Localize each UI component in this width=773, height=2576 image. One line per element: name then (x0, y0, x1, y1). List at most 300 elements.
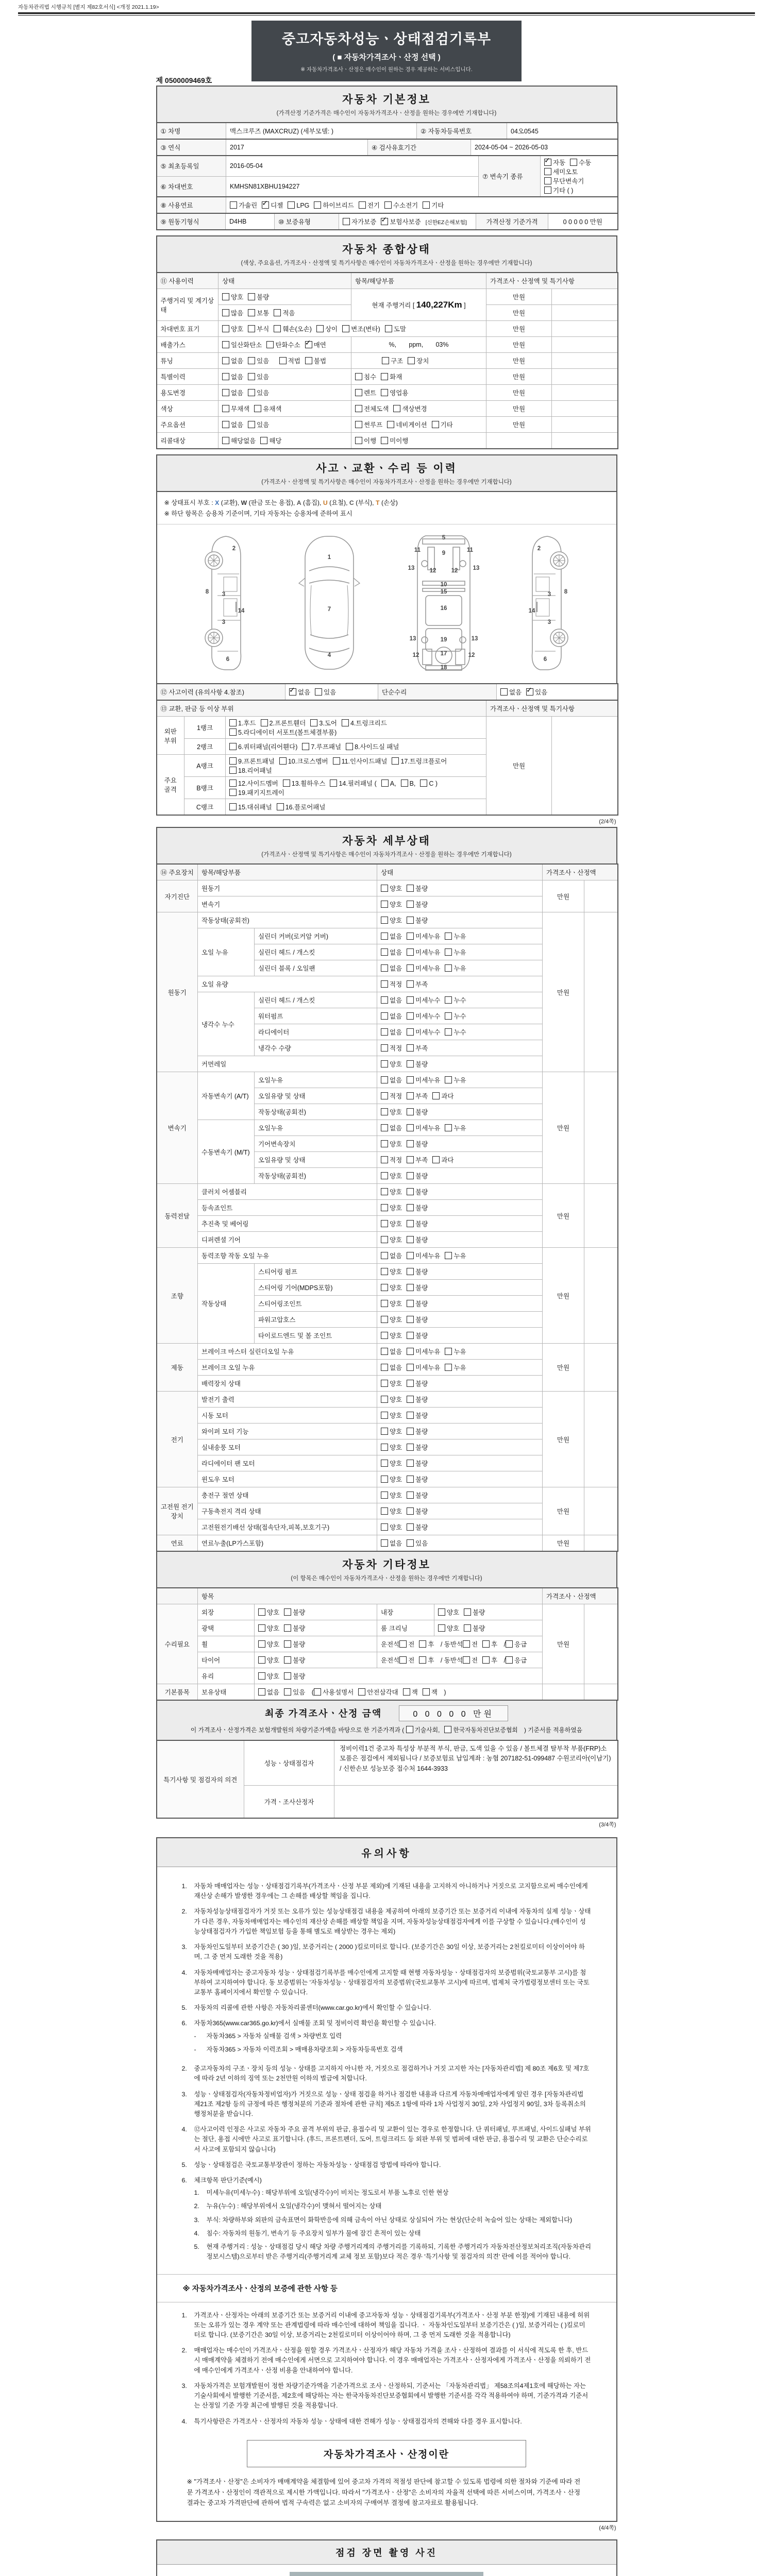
checkbox-icon (277, 803, 284, 810)
notice-item-text (194, 2003, 592, 2013)
checkbox-icon (385, 325, 392, 332)
checkbox-label: 있음 (293, 1689, 306, 1696)
checkbox-icon (407, 1172, 414, 1179)
checkbox-icon (381, 1428, 388, 1435)
table-row (157, 684, 618, 700)
checkbox-icon (222, 389, 229, 396)
checkbox-option (381, 1315, 402, 1324)
table-cell: 전기 (157, 1392, 198, 1487)
notice-item (194, 2188, 592, 2198)
checkbox-icon (381, 1444, 388, 1451)
checkbox-option (381, 995, 402, 1005)
checkbox-label: 일산화탄소 (231, 342, 262, 349)
checkbox-icon (260, 437, 267, 444)
panel-number: 5 (442, 535, 446, 541)
checkbox-option (407, 947, 440, 957)
document-number: 제 0500009469호 (156, 76, 212, 84)
text: ] (462, 301, 466, 309)
page-marker-4: (4/4쪽) (599, 2525, 616, 2532)
checkbox-label: 양호 (390, 1332, 402, 1340)
checkbox-label: 양호 (390, 1508, 402, 1515)
checkbox-label: 부족 (415, 1045, 428, 1052)
checkbox-option (222, 324, 243, 333)
notice-item-number: 1. (194, 2189, 199, 2197)
legend-line-1 (164, 498, 609, 507)
car-diagram-bottom (405, 534, 482, 672)
checkbox-label: 누수 (453, 997, 466, 1004)
table-cell: 튜닝 (157, 353, 219, 369)
text: T (376, 499, 380, 506)
checkbox-label: 누유 (453, 1348, 466, 1355)
checkbox-label: 누유 (453, 1364, 466, 1371)
checkbox-label: 누유 (453, 1125, 466, 1132)
checkbox-icon (407, 1316, 414, 1323)
checkbox-label: 가솔린 (239, 202, 258, 209)
form-table (156, 700, 618, 816)
checkbox-option (316, 324, 338, 333)
table-cell: 0 0 0 0 0 만원 (548, 213, 618, 230)
checkbox-option (230, 200, 257, 210)
notice-item-number: 2. (181, 2347, 187, 2354)
notice-item-number: 4. (194, 2229, 199, 2237)
table-cell (226, 717, 486, 739)
section-title: 사고ㆍ교환ㆍ수리 등 이력 (316, 463, 457, 474)
panel-number: 12 (468, 652, 475, 658)
checkbox-option (381, 1506, 402, 1516)
notice-item-number: 3. (181, 1943, 187, 1951)
table-row (157, 353, 618, 369)
checkbox-label: 수소전기 (393, 202, 418, 209)
text: / 동반석 (439, 1641, 463, 1648)
notice-item-number: 5. (181, 2004, 187, 2012)
checkbox-icon (407, 1364, 414, 1371)
checkbox-icon (342, 325, 349, 332)
checkbox-icon (274, 309, 281, 316)
checkbox-icon (445, 1252, 452, 1259)
checkbox-option (222, 404, 249, 413)
table-cell (552, 369, 618, 385)
table-row (157, 1344, 618, 1360)
table-cell: 만원 (543, 1344, 584, 1392)
table-cell: ⑨ 원동기형식 (157, 213, 226, 230)
checkbox-label: 있음 (324, 689, 337, 696)
checkbox-label: 있음 (257, 421, 270, 429)
checkbox-icon (407, 964, 414, 972)
checkbox-icon (408, 357, 415, 364)
table-cell (351, 417, 486, 433)
text: / 동반석 (439, 1657, 463, 1664)
checkbox-label: 미세누유 (415, 1364, 441, 1371)
checkbox-option (229, 756, 275, 766)
table-cell: 냉각수 수량 (255, 1040, 377, 1056)
notice-item (182, 2090, 592, 2120)
checkbox-option (381, 1043, 402, 1053)
checkbox-icon (355, 389, 362, 396)
checkbox-label: 불량 (415, 1524, 428, 1531)
checkbox-icon (403, 1688, 410, 1696)
checkbox-icon (222, 341, 229, 348)
checkbox-icon (229, 767, 237, 774)
table-cell: 만원 (543, 1248, 584, 1344)
checkbox-option (284, 1639, 305, 1649)
section-title: 자동차 기타정보 (342, 1559, 431, 1571)
table-cell (584, 1072, 618, 1184)
checkbox-label: 없음 (231, 374, 244, 381)
checkbox-option (407, 884, 428, 893)
checkbox-icon (387, 421, 394, 428)
checkbox-icon (407, 1252, 414, 1259)
checkbox-icon (407, 1188, 414, 1195)
checkbox-label: 있음 (415, 1540, 428, 1547)
table-cell (377, 1408, 543, 1423)
checkbox-option (438, 1607, 459, 1617)
table-cell: 실린더 헤드 / 개스킷 (255, 944, 377, 960)
checkbox-option (419, 1655, 434, 1665)
checkbox-label: 누유 (453, 1252, 466, 1260)
checkbox-checked-icon (289, 688, 296, 696)
checkbox-option (342, 718, 387, 727)
table-cell: 만원 (486, 353, 552, 369)
checkbox-icon (445, 1012, 452, 1020)
checkbox-icon (229, 757, 237, 765)
notice-item-text (194, 1968, 592, 1998)
basic-info-table (156, 122, 617, 230)
checkbox-icon (381, 1060, 388, 1067)
table-cell: 만원 (486, 321, 552, 337)
checkbox-option (381, 436, 408, 445)
photo-section-title: 점검 장면 촬영 사진 (157, 2540, 616, 2565)
notice-item (182, 1968, 592, 1998)
notice-item-number: 6. (181, 2020, 187, 2027)
section-subtitle: (색상, 주요옵션, 가격조사ㆍ산정액 및 특기사항은 매수인이 자동차가격조사ㆍ산정을 원하는 경우에만 기재합니다) (241, 260, 532, 266)
notice-item-number: 3. (181, 2382, 187, 2389)
notice-item-text (207, 2031, 592, 2041)
checkbox-icon (407, 1060, 414, 1067)
checkbox-icon (463, 1640, 470, 1648)
page-marker-2: (2/4쪽) (599, 819, 616, 825)
checkbox-label: 불량 (415, 1316, 428, 1324)
table-cell: 오일 유량 (198, 976, 377, 992)
checkbox-label: 수동 (579, 159, 592, 166)
checkbox-icon (222, 421, 229, 428)
checkbox-option (407, 1267, 428, 1276)
checkbox-option (445, 931, 466, 941)
checkbox-icon (407, 1412, 414, 1419)
panel-number: 2 (232, 546, 236, 552)
checkbox-icon (248, 357, 255, 364)
checkbox-label: 있음 (257, 389, 270, 397)
text: [신한EZ손해보험] (425, 219, 467, 226)
checkbox-option (261, 718, 306, 727)
checkbox-option (432, 1091, 453, 1100)
table-cell (219, 289, 351, 305)
notice-item (182, 2381, 592, 2411)
accident-section-body (156, 492, 617, 684)
checkbox-icon (333, 757, 340, 765)
table-cell (377, 1636, 543, 1652)
checkbox-label: 양호 (390, 1316, 402, 1324)
notice-sublist (194, 2188, 592, 2262)
checkbox-label: 미세누수 (415, 1013, 441, 1020)
table-cell: 가격조사ㆍ산정액 (543, 864, 618, 880)
checkbox-icon (381, 1412, 388, 1419)
table-cell (351, 369, 486, 385)
table-cell: 수동변속기 (M/T) (198, 1120, 255, 1184)
table-cell: 등속죠인트 (198, 1200, 377, 1216)
table-cell: 외장 (198, 1604, 255, 1620)
table-row (157, 289, 618, 305)
notice-item (182, 2346, 592, 2376)
table-cell (552, 433, 618, 449)
checkbox-icon (305, 357, 312, 364)
checkbox-icon (445, 948, 452, 956)
checkbox-label: 불량 (415, 1109, 428, 1116)
checkbox-label: 불량 (415, 1221, 428, 1228)
checkbox-label: 없음 (390, 1364, 402, 1371)
checkbox-label: 없음 (390, 1252, 402, 1260)
checkbox-label: 양호 (390, 1109, 402, 1116)
checkbox-icon (355, 373, 362, 380)
checkbox-icon (399, 1640, 407, 1648)
checkbox-option (407, 1283, 428, 1292)
table-cell (552, 289, 618, 305)
text: 성능ㆍ상태점검은 국토교통부장관이 정하는 자동차성능ㆍ상태점검 방법에 따라야 합니다. (194, 2161, 441, 2168)
checkbox-label: 3.도어 (319, 720, 337, 727)
checkbox-label: 불량 (473, 1625, 485, 1632)
checkbox-label: 없음 (298, 689, 311, 696)
checkbox-label: 미세누유 (415, 965, 441, 972)
checkbox-label: 전 (408, 1657, 415, 1664)
checkbox-option (407, 1331, 428, 1340)
table-cell (377, 1652, 543, 1668)
table-cell: 만원 (486, 305, 552, 321)
checkbox-icon (381, 901, 388, 908)
checkbox-option (381, 1251, 402, 1260)
table-cell: 충전구 절연 상태 (198, 1487, 377, 1503)
notice-item-number: - (194, 2045, 196, 2053)
checkbox-icon (222, 405, 229, 412)
panel-number: 12 (451, 568, 458, 574)
notice-item (194, 2229, 592, 2239)
form-table (156, 272, 618, 449)
checkbox-icon (284, 1640, 291, 1648)
checkbox-option (407, 963, 440, 973)
checkbox-option (381, 1219, 402, 1228)
table-cell: 맥스크루즈 (MAXCRUZ) (세부모델: ) (226, 123, 417, 139)
table-row (157, 1487, 618, 1503)
checkbox-option (333, 756, 388, 766)
notice-item-number: 1. (181, 1883, 187, 1890)
photo-section-body (157, 2565, 616, 2576)
checkbox-label: 없음 (231, 358, 244, 365)
table-cell (377, 1008, 543, 1024)
checkbox-label: 불량 (415, 901, 428, 908)
checkbox-icon (248, 293, 255, 300)
final-price-note (157, 1725, 616, 1734)
section-title: 자동차 세부상태 (342, 835, 431, 847)
text: 자동차의 리콜에 관한 사항은 자동차리콜센터(www.car.go.kr)에서 확인할 수 있습니다. (194, 2004, 431, 2012)
notice-item (182, 2064, 592, 2083)
checkbox-option (284, 1671, 305, 1681)
panel-number: 14 (528, 608, 535, 615)
checkbox-option (381, 1538, 402, 1548)
checkbox-option (399, 1639, 414, 1649)
checkbox-label: 불량 (415, 1173, 428, 1180)
checkbox-label: 불량 (415, 1205, 428, 1212)
table-cell: 만원 (486, 401, 552, 417)
checkbox-option (407, 931, 440, 941)
checkbox-label: 불량 (415, 1380, 428, 1387)
checkbox-icon (445, 1076, 452, 1083)
checkbox-label: 부식 (257, 326, 270, 333)
table-cell: 항목/해당부품 (351, 273, 486, 289)
checkbox-option (445, 995, 466, 1005)
checkbox-label: 상이 (325, 326, 338, 333)
notice-item-number: 4. (181, 2417, 187, 2425)
text: (흠집), (301, 499, 323, 506)
checkbox-option (381, 1091, 402, 1100)
panel-number: 13 (409, 635, 416, 642)
table-row (157, 880, 618, 896)
panel-number: 13 (471, 635, 478, 642)
checkbox-label: 5.라디에이터 서포트(볼트체결부품) (238, 729, 337, 736)
checkbox-icon (407, 1076, 414, 1083)
table-cell: 조향 (157, 1248, 198, 1344)
state-code-legend (157, 492, 616, 524)
checkbox-option (314, 1687, 354, 1697)
checkbox-label: 양호 (267, 1625, 280, 1632)
table-cell: 만원 (543, 880, 584, 912)
checkbox-label: 없음 (390, 1348, 402, 1355)
checkbox-label: 없음 (390, 1013, 402, 1020)
table-cell: 상태 (377, 864, 543, 880)
checkbox-option (407, 1043, 428, 1053)
table-cell (377, 1471, 543, 1487)
checkbox-icon (445, 1124, 452, 1131)
table-row (157, 912, 618, 928)
checkbox-label: 없음 (267, 1689, 280, 1696)
table-cell: 와이퍼 모터 기능 (198, 1423, 377, 1439)
table-cell (552, 305, 618, 321)
checkbox-label: 누유 (453, 933, 466, 940)
section-subtitle: (가격산정 기준가격은 매수인이 자동차가격조사ㆍ산정을 원하는 경우에만 기재합니다) (276, 110, 497, 116)
checkbox-checked-icon (305, 341, 312, 348)
checkbox-icon (482, 1640, 490, 1648)
checkbox-icon (381, 1172, 388, 1179)
text: (손상) (379, 499, 398, 506)
checkbox-label: 미세누유 (415, 1252, 441, 1260)
checkbox-label: 미세누유 (415, 1125, 441, 1132)
notice-item-text (207, 2215, 592, 2225)
checkbox-icon (381, 996, 388, 1004)
checkbox-icon (399, 1656, 407, 1664)
checkbox-option (381, 900, 402, 909)
table-cell: 만원 (543, 912, 584, 1072)
table-cell (377, 1184, 543, 1200)
table-cell: 유리 (198, 1668, 255, 1684)
final-price-band (156, 1700, 617, 1741)
checkbox-icon (407, 1124, 414, 1131)
checkbox-icon (381, 1156, 388, 1163)
checkbox-icon (445, 933, 452, 940)
checkbox-label: 많음 (231, 310, 244, 317)
checkbox-icon (248, 389, 255, 396)
table-cell: 클러치 어셈블리 (198, 1184, 377, 1200)
checkbox-icon (445, 964, 452, 972)
checkbox-icon (407, 1492, 414, 1499)
checkbox-label: 있음 (535, 689, 548, 696)
checkbox-icon (407, 885, 414, 892)
checkbox-option (407, 1443, 428, 1452)
table-cell (377, 1519, 543, 1535)
checkbox-option (423, 1687, 438, 1697)
checkbox-option (355, 372, 376, 381)
checkbox-option (407, 1299, 428, 1308)
table-row (157, 417, 618, 433)
checkbox-icon (355, 405, 362, 412)
table-cell (377, 1040, 543, 1056)
checkbox-option (544, 158, 565, 167)
checkbox-option (407, 1155, 428, 1164)
table-cell: 휠 (198, 1636, 255, 1652)
table-cell (339, 213, 476, 230)
checkbox-label: 적정 (390, 1045, 402, 1052)
checkbox-icon (261, 719, 268, 726)
checkbox-label: 없음 (390, 1540, 402, 1547)
table-cell (351, 353, 486, 369)
section-detail-header (156, 827, 617, 865)
table-cell (377, 1120, 543, 1136)
table-cell: 오일유량 및 상태 (255, 1088, 377, 1104)
legend-line-2: ※ 하단 항목은 승용차 기준이며, 기타 자동차는 승용차에 준하여 표시 (164, 510, 352, 517)
checkbox-label: 없음 (390, 949, 402, 956)
checkbox-label: 기타 (440, 421, 453, 429)
checkbox-icon (381, 1348, 388, 1355)
notice-item-number: 2. (181, 2065, 187, 2073)
checkbox-option (407, 995, 440, 1005)
table-cell (552, 385, 618, 401)
checkbox-option (258, 1687, 279, 1697)
checkbox-option (381, 1155, 402, 1164)
table-cell (584, 1184, 618, 1248)
table-cell: ⑧ 사용연료 (157, 197, 226, 213)
table-cell (351, 289, 486, 321)
checkbox-option (407, 1475, 428, 1484)
checkbox-icon (355, 421, 362, 428)
checkbox-option (229, 802, 272, 811)
table-cell (377, 1232, 543, 1248)
checkbox-option (544, 176, 584, 185)
checkbox-label: 장치 (416, 358, 429, 365)
panel-number: 1 (327, 554, 331, 561)
checkbox-option (403, 1687, 418, 1697)
checkbox-label: 전 (408, 1641, 415, 1648)
checkbox-label: 부족 (415, 1093, 428, 1100)
checkbox-label: 불량 (293, 1641, 306, 1648)
checkbox-option (407, 1075, 440, 1084)
panel-number: 11 (414, 547, 421, 554)
checkbox-icon (544, 168, 551, 175)
checkbox-option (381, 1011, 402, 1021)
checkbox-label: 불량 (415, 1236, 428, 1244)
notice-item (182, 2019, 592, 2058)
notice-item-text (194, 2417, 592, 2427)
panel-number: 8 (205, 588, 209, 595)
checkbox-icon (222, 309, 229, 316)
table-cell (552, 717, 618, 816)
checkbox-label: 전 (472, 1641, 478, 1648)
form-table (156, 196, 618, 214)
